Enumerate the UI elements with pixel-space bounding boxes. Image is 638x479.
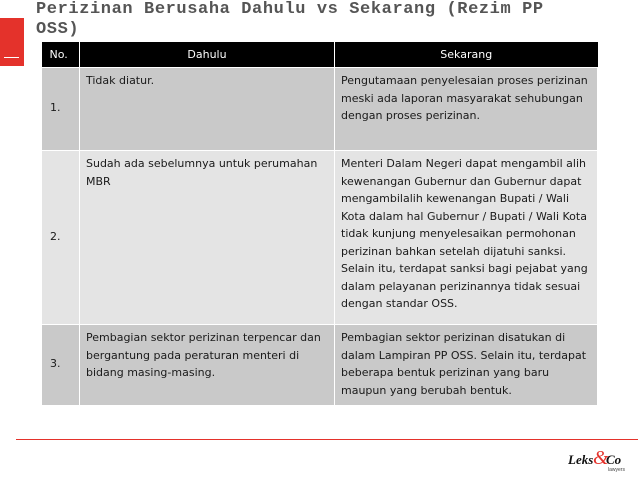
logo-ampersand: & xyxy=(593,450,609,469)
table-header-row xyxy=(42,42,598,68)
cell-sekarang: Pembagian sektor perizinan disatukan di dalam Lampiran PP OSS. Selain itu, terdapat beberapa bentuk perizinan yang baru maupun yang berubah bentuk. xyxy=(335,325,598,406)
logo-sub: lawyers xyxy=(608,467,625,472)
cell-dahulu: Pembagian sektor perizinan terpencar dan bergantung pada peraturan menteri di bidang masing-masing. xyxy=(80,325,335,406)
table-row xyxy=(42,325,598,406)
table-row xyxy=(42,68,598,151)
cell-sekarang: Menteri Dalam Negeri dapat mengambil alih kewenangan Gubernur dan Gubernur dapat mengambilalih kewenangan Bupati / Wali Kota dalam hal Gubernur / Bupati / Wali Kota tidak kunjung menyelesaikan permohonan perizinan bahkan setelah dijatuhi sanksi. Selain itu, terdapat sanksi bagi pejabat yang dalam pelayanan perizinannya tidak sesuai dengan standar OSS. xyxy=(335,151,598,325)
logo-co: Co xyxy=(606,452,622,467)
footer-rule xyxy=(16,439,638,440)
cell-dahulu: Tidak diatur. xyxy=(80,68,335,151)
slide-title: Perizinan Berusaha Dahulu vs Sekarang (Rezim PP OSS) xyxy=(36,0,544,39)
header-sekarang: Sekarang xyxy=(335,42,598,68)
accent-bar xyxy=(0,18,24,66)
logo-brand: Leks xyxy=(568,452,594,467)
header-dahulu: Dahulu xyxy=(80,42,335,68)
cell-dahulu: Sudah ada sebelumnya untuk perumahan MBR xyxy=(80,151,335,325)
comparison-table xyxy=(41,42,598,406)
cell-sekarang: Pengutamaan penyelesaian proses perizinan meski ada laporan masyarakat sehubungan dengan proses perizinan. xyxy=(335,68,598,151)
leks-co-logo xyxy=(568,450,626,472)
accent-dash xyxy=(4,57,19,58)
cell-no: 2. xyxy=(42,151,80,325)
header-no: No. xyxy=(42,42,80,68)
table-row xyxy=(42,151,598,325)
cell-no: 3. xyxy=(42,325,80,406)
cell-no: 1. xyxy=(42,68,80,151)
